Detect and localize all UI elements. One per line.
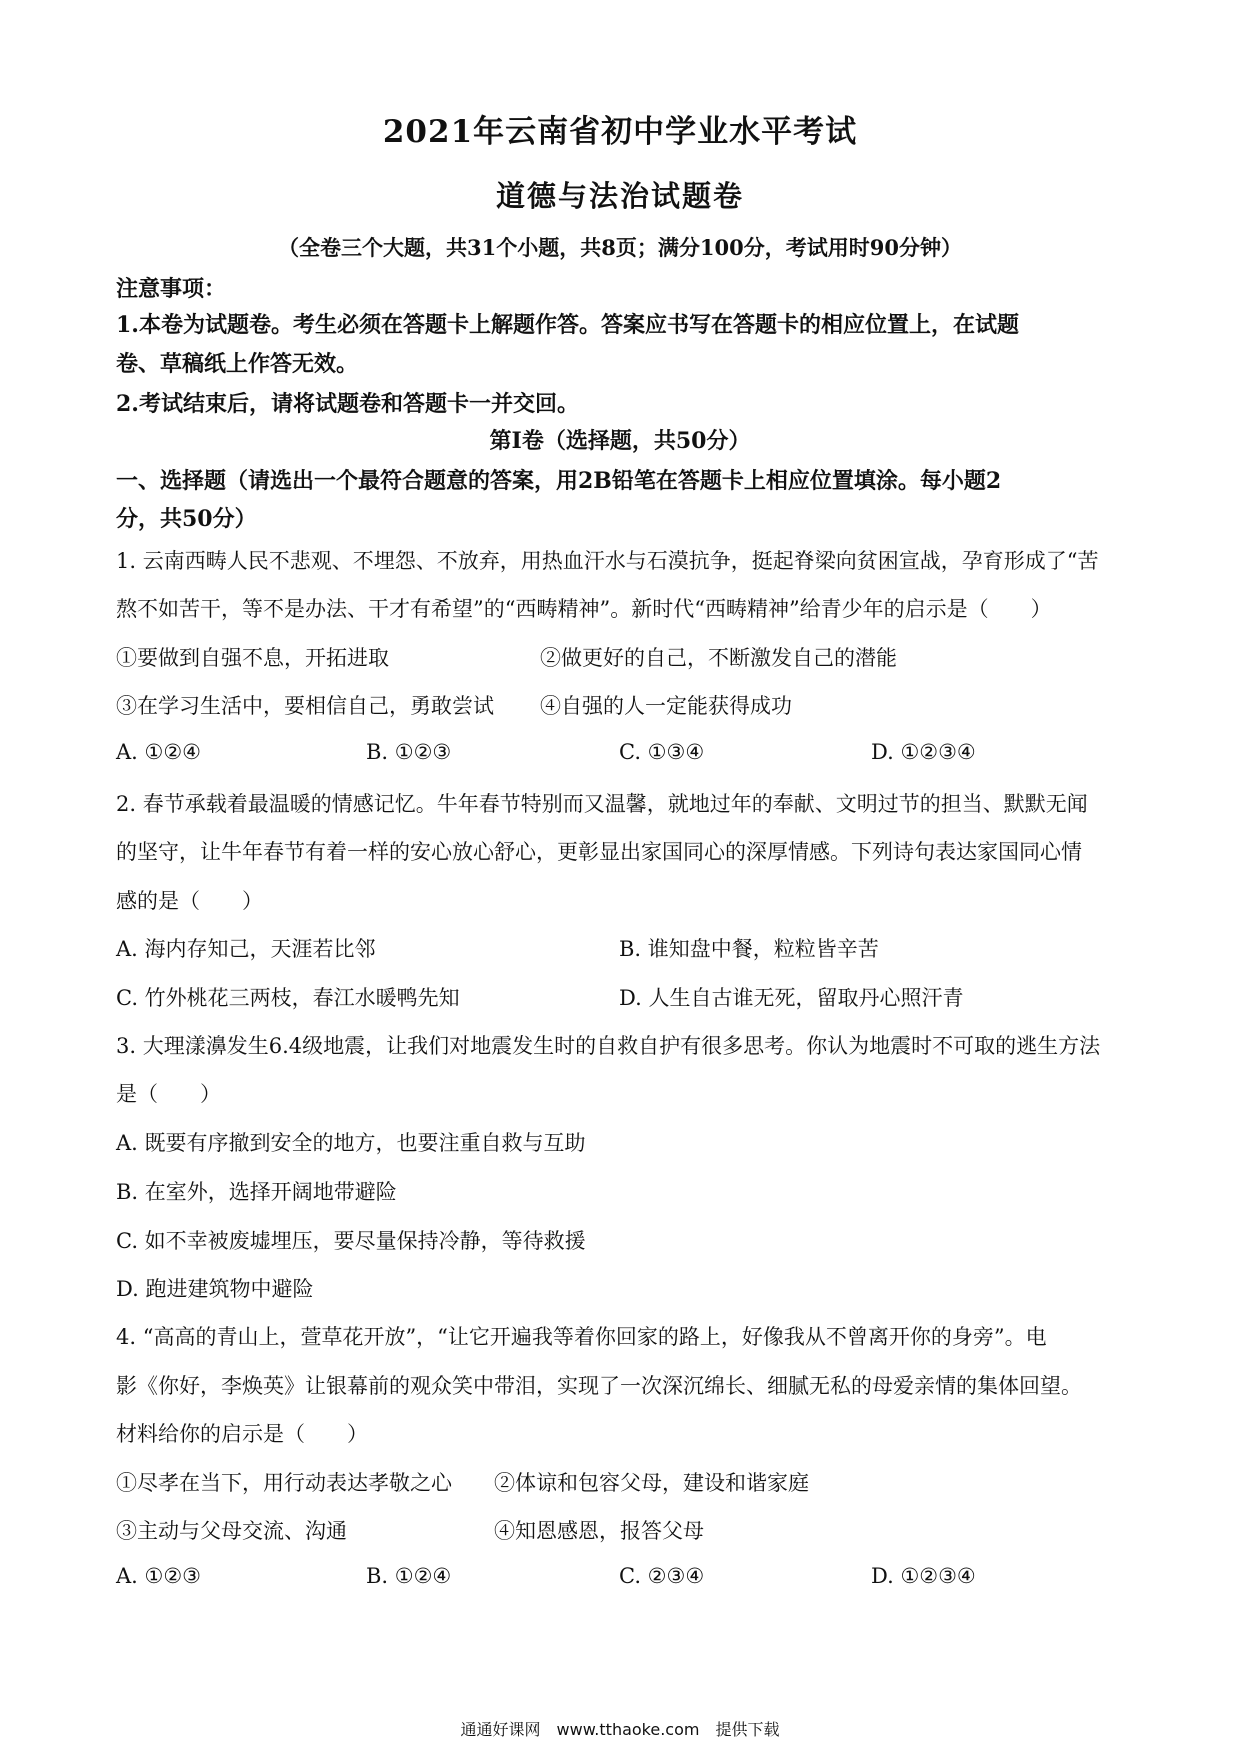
part1-heading: 第Ⅰ卷（选择题，共50分） bbox=[489, 428, 751, 454]
q4-stem-b: 影《你好，李焕英》让银幕前的观众笑中带泪，实现了一次深沉绵长、细腻无私的母爱亲情的集体回望。 bbox=[116, 1374, 1082, 1398]
q2-option-b: B. 谁知盘中餐，粒粒皆辛苦 bbox=[619, 937, 879, 961]
q4-stem-c: 材料给你的启示是（ ） bbox=[116, 1422, 368, 1446]
q1-statement-4: ④自强的人一定能获得成功 bbox=[540, 694, 792, 718]
notes-line-1a: 1.本卷为试题卷。考生必须在答题卡上解题作答。答案应书写在答题卡的相应位置上，在试题 bbox=[116, 312, 1019, 338]
q4-option-b: B. ①②④ bbox=[366, 1564, 452, 1588]
q3-stem-b: 是（ ） bbox=[116, 1082, 221, 1106]
q4-stem-a: 4. “高高的青山上，萱草花开放”，“让它开遍我等着你回家的路上，好像我从不曾离开你的身旁”。电 bbox=[116, 1325, 1047, 1349]
subject-title: 道德与法治试题卷 bbox=[495, 179, 744, 213]
q1-option-a: A. ①②④ bbox=[116, 740, 201, 764]
q1-statement-3: ③在学习生活中，要相信自己，勇敢尝试 bbox=[116, 694, 494, 718]
part1-instructions-b: 分，共50分） bbox=[116, 506, 257, 532]
part1-instructions-a: 一、选择题（请选出一个最符合题意的答案，用2B铅笔在答题卡上相应位置填涂。每小题2 bbox=[116, 468, 1002, 494]
q1-option-b: B. ①②③ bbox=[366, 740, 452, 764]
q1-statement-1: ①要做到自强不息，开拓进取 bbox=[116, 646, 389, 670]
q4-option-a: A. ①②③ bbox=[116, 1564, 201, 1588]
q2-stem-c: 感的是（ ） bbox=[116, 889, 263, 913]
q1-stem-b: 熬不如苦干，等不是办法、干才有希望”的“西畴精神”。新时代“西畴精神”给青少年的启示是（ ） bbox=[116, 597, 1052, 621]
q4-statement-4: ④知恩感恩，报答父母 bbox=[494, 1519, 704, 1543]
exam-info: （全卷三个大题，共31个小题，共8页；满分100分，考试用时90分钟） bbox=[278, 235, 962, 260]
q3-option-a: A. 既要有序撤到安全的地方，也要注重自救与互助 bbox=[116, 1131, 586, 1155]
q2-stem-b: 的坚守，让牛年春节有着一样的安心放心舒心，更彰显出家国同心的深厚情感。下列诗句表达家国同心情 bbox=[116, 840, 1082, 864]
q2-option-c: C. 竹外桃花三两枝，春江水暖鸭先知 bbox=[116, 986, 460, 1010]
notes-heading: 注意事项： bbox=[116, 276, 227, 302]
q2-option-a: A. 海内存知己，天涯若比邻 bbox=[116, 937, 376, 961]
q3-option-d: D. 跑进建筑物中避险 bbox=[116, 1277, 314, 1301]
q4-option-c: C. ②③④ bbox=[619, 1564, 705, 1588]
q4-option-d: D. ①②③④ bbox=[871, 1564, 976, 1588]
q3-stem-a: 3. 大理漾濞发生6.4级地震，让我们对地震发生时的自救自护有很多思考。你认为地震时不可取的逃生方法 bbox=[116, 1034, 1101, 1058]
notes-line-2: 2.考试结束后，请将试题卷和答题卡一并交回。 bbox=[116, 391, 579, 417]
q3-option-c: C. 如不幸被废墟埋压，要尽量保持冷静，等待救援 bbox=[116, 1229, 586, 1253]
footer-watermark[interactable]: 通通好课网 www.tthaoke.com 提供下载 bbox=[460, 1720, 780, 1739]
q4-statement-1: ①尽孝在当下，用行动表达孝敬之心 bbox=[116, 1471, 452, 1495]
q3-option-b: B. 在室外，选择开阔地带避险 bbox=[116, 1180, 397, 1204]
exam-title: 2021年云南省初中学业水平考试 bbox=[382, 114, 858, 150]
notes-line-1b: 卷、草稿纸上作答无效。 bbox=[116, 351, 359, 377]
q2-stem-a: 2. 春节承载着最温暖的情感记忆。牛年春节特别而又温馨，就地过年的奉献、文明过节的担当、默默无闻 bbox=[116, 792, 1088, 816]
q1-option-c: C. ①③④ bbox=[619, 740, 705, 764]
q1-stem-a: 1. 云南西畴人民不悲观、不埋怨、不放弃，用热血汗水与石漠抗争，挺起脊梁向贫困宣战，孕育形成了“苦 bbox=[116, 549, 1099, 573]
q4-statement-2: ②体谅和包容父母，建设和谐家庭 bbox=[494, 1471, 809, 1495]
q1-option-d: D. ①②③④ bbox=[871, 740, 976, 764]
q2-option-d: D. 人生自古谁无死，留取丹心照汗青 bbox=[619, 986, 964, 1010]
q1-statement-2: ②做更好的自己，不断激发自己的潜能 bbox=[540, 646, 897, 670]
q4-statement-3: ③主动与父母交流、沟通 bbox=[116, 1519, 347, 1543]
